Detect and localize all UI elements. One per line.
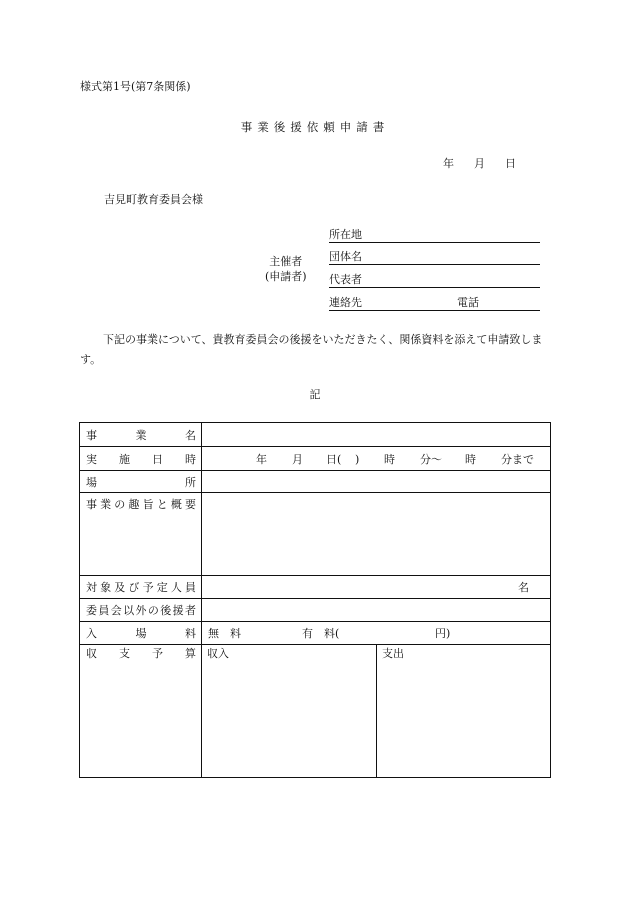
contact-label: 連絡先 xyxy=(329,296,362,309)
request-statement: 下記の事業について、貴教育委員会の後援をいただきたく、関係資料を添えて申請致します。 xyxy=(80,333,543,366)
organizer-label xyxy=(265,254,307,284)
row-event-name xyxy=(80,423,550,447)
date-year: 年 xyxy=(443,157,454,170)
row-purpose xyxy=(80,493,550,576)
date-day: 日 xyxy=(505,157,516,170)
admission-paid-option[interactable]: 有 料( xyxy=(302,627,340,640)
budget-label: 収 支 予 算 xyxy=(86,647,196,660)
datetime-minute-end: 分まで xyxy=(501,453,534,466)
representative-label: 代表者 xyxy=(329,273,362,286)
phone-label: 電話 xyxy=(457,296,479,309)
participants-input[interactable] xyxy=(203,577,513,596)
representative-field[interactable] xyxy=(329,273,540,288)
document-title: 事業後援依頼申請書 xyxy=(240,120,390,134)
application-date xyxy=(443,157,516,171)
admission-free-option[interactable]: 無 料 xyxy=(208,627,241,640)
organizer-label-main: 主催者 xyxy=(269,255,303,268)
row-venue xyxy=(80,471,550,493)
other-sponsors-label: 委 員 会 以 外 の 後 援 者 xyxy=(86,604,196,617)
row-admission xyxy=(80,622,550,645)
application-table xyxy=(79,422,551,778)
admission-label: 入 場 料 xyxy=(86,627,196,640)
row-datetime xyxy=(80,447,550,471)
budget-income-input[interactable] xyxy=(203,663,373,773)
date-month: 月 xyxy=(474,157,485,170)
other-sponsors-input[interactable] xyxy=(203,600,549,619)
datetime-month: 月 xyxy=(292,453,303,466)
datetime-minute-start: 分〜 xyxy=(420,453,442,466)
datetime-hour-end: 時 xyxy=(465,453,476,466)
purpose-input[interactable] xyxy=(203,494,549,573)
group-name-field[interactable] xyxy=(329,250,540,265)
venue-label: 場 所 xyxy=(86,476,196,489)
row-other-sponsors xyxy=(80,599,550,622)
admission-yen: 円) xyxy=(435,627,451,640)
row-budget xyxy=(80,645,550,777)
datetime-hour-start: 時 xyxy=(384,453,395,466)
contact-field[interactable] xyxy=(329,296,540,311)
datetime-paren: ) xyxy=(355,453,360,466)
datetime-year: 年 xyxy=(256,453,267,466)
participants-label: 対 象 及 び 予 定 人 員 xyxy=(86,581,196,594)
address-label: 所在地 xyxy=(329,228,362,241)
ki-heading: 記 xyxy=(309,388,321,401)
group-name-label: 団体名 xyxy=(329,250,362,263)
budget-expense-input[interactable] xyxy=(379,663,547,773)
datetime-label: 実 施 日 時 xyxy=(86,453,196,466)
addressee: 吉見町教育委員会様 xyxy=(104,193,203,206)
datetime-day: 日( xyxy=(326,453,342,466)
participants-unit: 名 xyxy=(518,581,529,594)
address-field[interactable] xyxy=(329,228,540,243)
event-name-input[interactable] xyxy=(203,424,549,444)
event-name-label: 事 業 名 xyxy=(86,429,196,442)
organizer-label-sub: (申請者) xyxy=(265,270,307,283)
form-number: 様式第1号(第7条関係) xyxy=(80,80,191,93)
row-participants xyxy=(80,576,550,599)
purpose-label: 事 業 の 趣 旨 と 概 要 xyxy=(86,498,196,511)
venue-input[interactable] xyxy=(203,472,549,490)
budget-income-label: 収入 xyxy=(207,647,229,660)
budget-expense-label: 支出 xyxy=(382,647,404,660)
